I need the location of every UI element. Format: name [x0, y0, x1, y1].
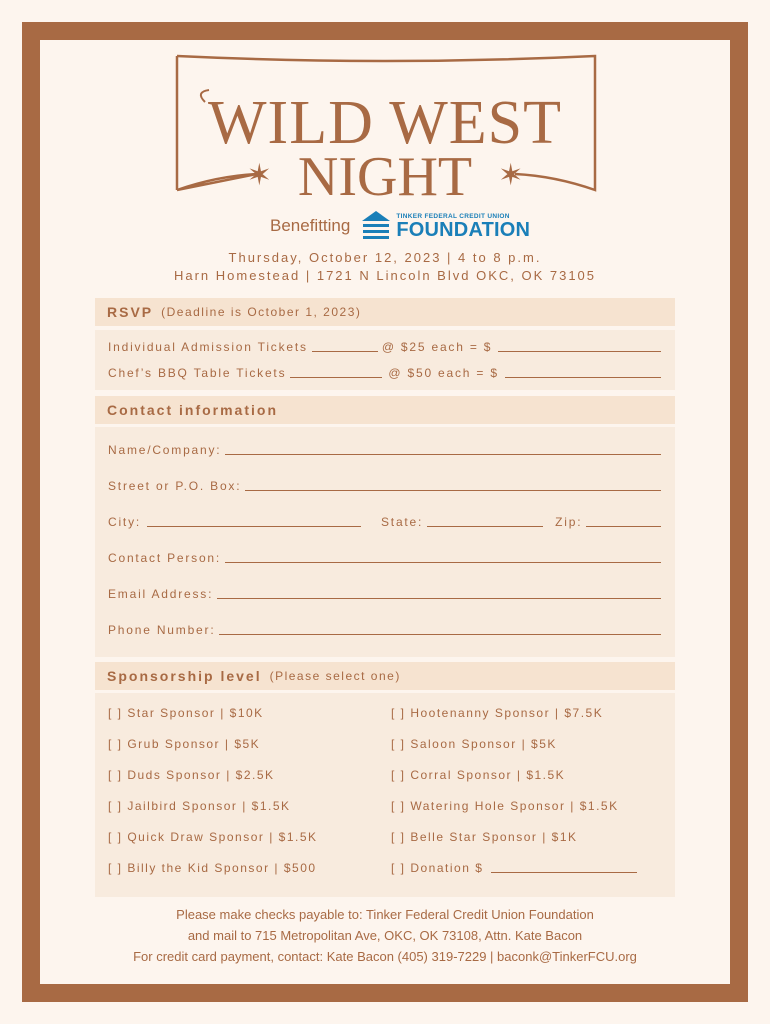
sponsor-option-grub[interactable]: [ ] Grub Sponsor | $5K — [108, 737, 261, 751]
donation-amount-field[interactable] — [491, 872, 637, 873]
contact-header — [95, 396, 675, 424]
sponsor-option-hootenanny[interactable]: [ ] Hootenanny Sponsor | $7.5K — [391, 706, 604, 720]
city-field[interactable] — [147, 526, 361, 527]
sponsor-option-billy-the-kid[interactable]: [ ] Billy the Kid Sponsor | $500 — [108, 861, 317, 875]
email-field[interactable] — [217, 598, 661, 599]
bbq-qty-field[interactable] — [290, 377, 382, 378]
rsvp-heading: RSVP — [107, 304, 154, 320]
star-icon-right: ✶ — [498, 159, 524, 193]
footer-line-1: Please make checks payable to: Tinker Federal Credit Union Foundation — [176, 907, 594, 922]
sponsor-option-saloon[interactable]: [ ] Saloon Sponsor | $5K — [391, 737, 557, 751]
sponsor-option-jailbird[interactable]: [ ] Jailbird Sponsor | $1.5K — [108, 799, 291, 813]
sponsor-option-star[interactable]: [ ] Star Sponsor | $10K — [108, 706, 264, 720]
rsvp-header — [95, 298, 675, 326]
sponsor-option-corral[interactable]: [ ] Corral Sponsor | $1.5K — [391, 768, 566, 782]
footer-line-3: For credit card payment, contact: Kate Bacon (405) 319-7229 | baconk@TinkerFCU.org — [133, 949, 637, 964]
foundation-org-big: FOUNDATION — [396, 218, 531, 241]
contact-row-name — [108, 443, 661, 457]
sponsorship-heading: Sponsorship level — [107, 668, 262, 684]
event-date-line: Thursday, October 12, 2023 | 4 to 8 p.m. — [228, 250, 542, 265]
contact-row-city — [108, 515, 661, 529]
rsvp-label-individual: Individual Admission Tickets — [108, 340, 308, 354]
zip-field[interactable] — [586, 526, 661, 527]
rsvp-price-individual: @ $25 each = $ — [381, 340, 493, 354]
foundation-wordmark — [396, 213, 530, 240]
foundation-logo-icon — [360, 209, 392, 243]
event-title-line2 — [0, 146, 770, 208]
rsvp-body — [95, 330, 675, 390]
name-label: Name/Company: — [108, 443, 222, 457]
contact-row-street — [108, 479, 661, 493]
contact-heading: Contact information — [107, 402, 278, 418]
event-title-night: NIGHT — [297, 146, 473, 208]
rsvp-price-bbq: @ $50 each = $ — [388, 366, 499, 380]
contact-row-phone — [108, 623, 661, 637]
rsvp-row-individual — [108, 340, 661, 354]
rsvp-deadline: (Deadline is October 1, 2023) — [161, 305, 362, 319]
bbq-total-field[interactable] — [505, 377, 661, 378]
street-label: Street or P.O. Box: — [108, 479, 242, 493]
street-field[interactable] — [245, 490, 661, 491]
sponsorship-note: (Please select one) — [269, 669, 401, 683]
contact-row-person — [108, 551, 661, 565]
individual-total-field[interactable] — [498, 351, 661, 352]
sponsor-option-quick-draw[interactable]: [ ] Quick Draw Sponsor | $1.5K — [108, 830, 318, 844]
benefitting-row — [270, 208, 530, 244]
event-title-line1: WILD WEST — [208, 89, 562, 157]
contact-row-email — [108, 587, 661, 601]
zip-label: Zip: — [555, 515, 583, 529]
state-field[interactable] — [427, 526, 543, 527]
rsvp-row-bbq — [108, 366, 661, 380]
sponsorship-body — [95, 693, 675, 897]
donation-label: [ ] Donation $ — [391, 861, 484, 875]
person-label: Contact Person: — [108, 551, 222, 565]
sponsor-option-donation[interactable] — [391, 861, 637, 875]
footer-line-2: and mail to 715 Metropolitan Ave, OKC, OK 73108, Attn. Kate Bacon — [187, 928, 583, 943]
individual-qty-field[interactable] — [312, 351, 378, 352]
city-label: City: — [108, 515, 141, 529]
email-label: Email Address: — [108, 587, 214, 601]
benefitting-label: Benefitting — [270, 216, 351, 235]
sponsor-option-duds[interactable]: [ ] Duds Sponsor | $2.5K — [108, 768, 275, 782]
foundation-org-small: TINKER FEDERAL CREDIT UNION — [396, 212, 510, 220]
star-icon-left: ✶ — [246, 159, 272, 193]
contact-body — [95, 427, 675, 657]
phone-label: Phone Number: — [108, 623, 216, 637]
phone-field[interactable] — [219, 634, 661, 635]
name-field[interactable] — [225, 454, 661, 455]
rsvp-label-bbq: Chef’s BBQ Table Tickets — [108, 366, 287, 380]
sponsor-option-watering-hole[interactable]: [ ] Watering Hole Sponsor | $1.5K — [391, 799, 619, 813]
sponsor-option-belle-star[interactable]: [ ] Belle Star Sponsor | $1K — [391, 830, 578, 844]
sponsorship-header — [95, 662, 675, 690]
state-label: State: — [381, 515, 424, 529]
event-location-line: Harn Homestead | 1721 N Lincoln Blvd OKC, OK 73105 — [173, 268, 597, 283]
person-field[interactable] — [225, 562, 661, 563]
